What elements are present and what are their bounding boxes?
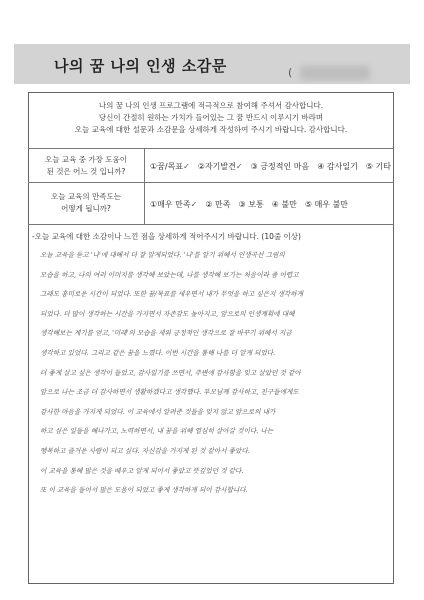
question-line: 된 것은 어느 것 입니까?	[46, 167, 126, 176]
question-1-options	[150, 161, 390, 172]
handwritten-line: 앞으로 나는 조금 더 감사하면서 생활하겠다고 생각했다. 부모님께 감사하고, 친구들에게도	[40, 388, 299, 397]
row-divider	[28, 224, 394, 225]
handwritten-line: 이 교육을 통해 많은 것을 배우고 알게 되어서 좋았고 뜻깊었던 것 같다.	[40, 466, 244, 475]
handwritten-line: 하고 싶은 일들을 해나가고, 노력하면서, 내 꿈을 위해 열심히 살아갈 것이다. 나는	[40, 427, 274, 436]
row-divider	[28, 182, 394, 183]
survey-option[interactable]: ② 만족	[205, 200, 231, 209]
intro-line: 당신이 간절히 원하는 가치가 들어있는 그 꿈 반드시 이루시기 바라며	[98, 113, 324, 122]
handwritten-line: 감사한 마음을 가지게 되었다. 이 교육에서 알려준 것들을 잊지 않고 앞으로의 내가	[40, 407, 276, 416]
question-line: 오늘 교육 중 가장 도움이	[45, 155, 127, 164]
survey-option[interactable]: ⑤ 기타	[365, 162, 392, 171]
survey-option[interactable]: ②자기발견✓	[197, 162, 243, 171]
survey-option[interactable]: ④ 불만	[271, 200, 297, 209]
handwritten-line: 오늘 교육을 듣고 '나'에 대해서 더 잘 알게되었다. '나'를 알기 위해서 인생곡선 그림의	[40, 251, 285, 259]
handwritten-line: 그래도 흥미로운 시간이 되었다. 또한 꿈/목표를 세우면서 내가 무엇을 하고 싶은지 생각하게	[40, 290, 304, 299]
survey-option[interactable]: ④ 감사일기	[317, 162, 358, 171]
handwritten-line: 되었다. 더 많이 생각하는 시간을 가지면서 자존감도 높아지고, 앞으로의 인생계획에 대해	[40, 309, 295, 318]
check-mark-icon: ✓	[183, 162, 190, 171]
question-1	[30, 154, 142, 178]
page-title: 나의 꿈 나의 인생 소감문	[54, 57, 227, 75]
column-divider	[144, 148, 145, 224]
handwritten-line: 모습을 하고, 나의 여러 이미지를 생각해 보았는데, 나를 생각해 보기는 처음이라 좀 어렵고	[40, 270, 299, 279]
question-line: 어떻게 됩니까?	[61, 204, 111, 213]
intro-line: 오늘 교육에 대한 설문과 소감문을 상세하게 작성하여 주시기 바랍니다. 감사합니다.	[74, 125, 348, 134]
question-2	[30, 191, 142, 215]
question-line: 오늘 교육의 만족도는	[51, 192, 121, 201]
handwritten-line: 또 이 교육을 들어서 많은 도움이 되었고 좋게 생각하게 되어 감사합니다.	[40, 486, 248, 495]
redacted-name	[300, 66, 370, 80]
intro-line: 나의 꿈 나의 인생 프로그램에 적극적으로 참여해 주셔서 감사합니다.	[98, 101, 324, 110]
survey-option[interactable]: ③ 보통	[238, 200, 264, 209]
handwritten-line: 더 좋게 살고 싶은 생각이 들었고, 감사일기를 쓰면서, 주변에 감사함을 잊고 살았던 것 같아	[40, 368, 301, 377]
survey-option[interactable]: ①꿈/목표✓	[150, 162, 190, 171]
survey-option[interactable]: ③ 긍정적인 마음	[250, 162, 310, 171]
name-field-paren: (	[288, 66, 293, 79]
survey-option[interactable]: ⑤ 매우 불만	[304, 200, 349, 209]
check-mark-icon: ✓	[190, 200, 198, 209]
row-divider	[28, 148, 394, 149]
feedback-prompt: -오늘 교육에 대한 소감이나 느낀 점을 상세하게 적어주시기 바랍니다. (10줄 이상)	[32, 232, 301, 241]
survey-option[interactable]: ①매우 만족✓	[150, 200, 198, 209]
handwritten-line: 생각해보는 계기를 얻고, '미래'의 모습을 세워 긍정적인 생각으로 잘 바꾸기 위해서 지금	[40, 329, 292, 338]
handwritten-line: 생각하고 있었다. 그리고 같은 꿈을 느꼈다. 이번 시간을 통해 나를 더 알게 되었다.	[40, 348, 276, 357]
feedback-answer	[40, 246, 382, 501]
question-2-options	[150, 199, 390, 210]
intro-text	[30, 100, 392, 136]
handwritten-line: 행복하고 즐거운 사람이 되고 싶다. 자신감을 가지게 된 것 같아서 좋았다.	[40, 446, 250, 455]
check-mark-icon: ✓	[235, 162, 243, 171]
